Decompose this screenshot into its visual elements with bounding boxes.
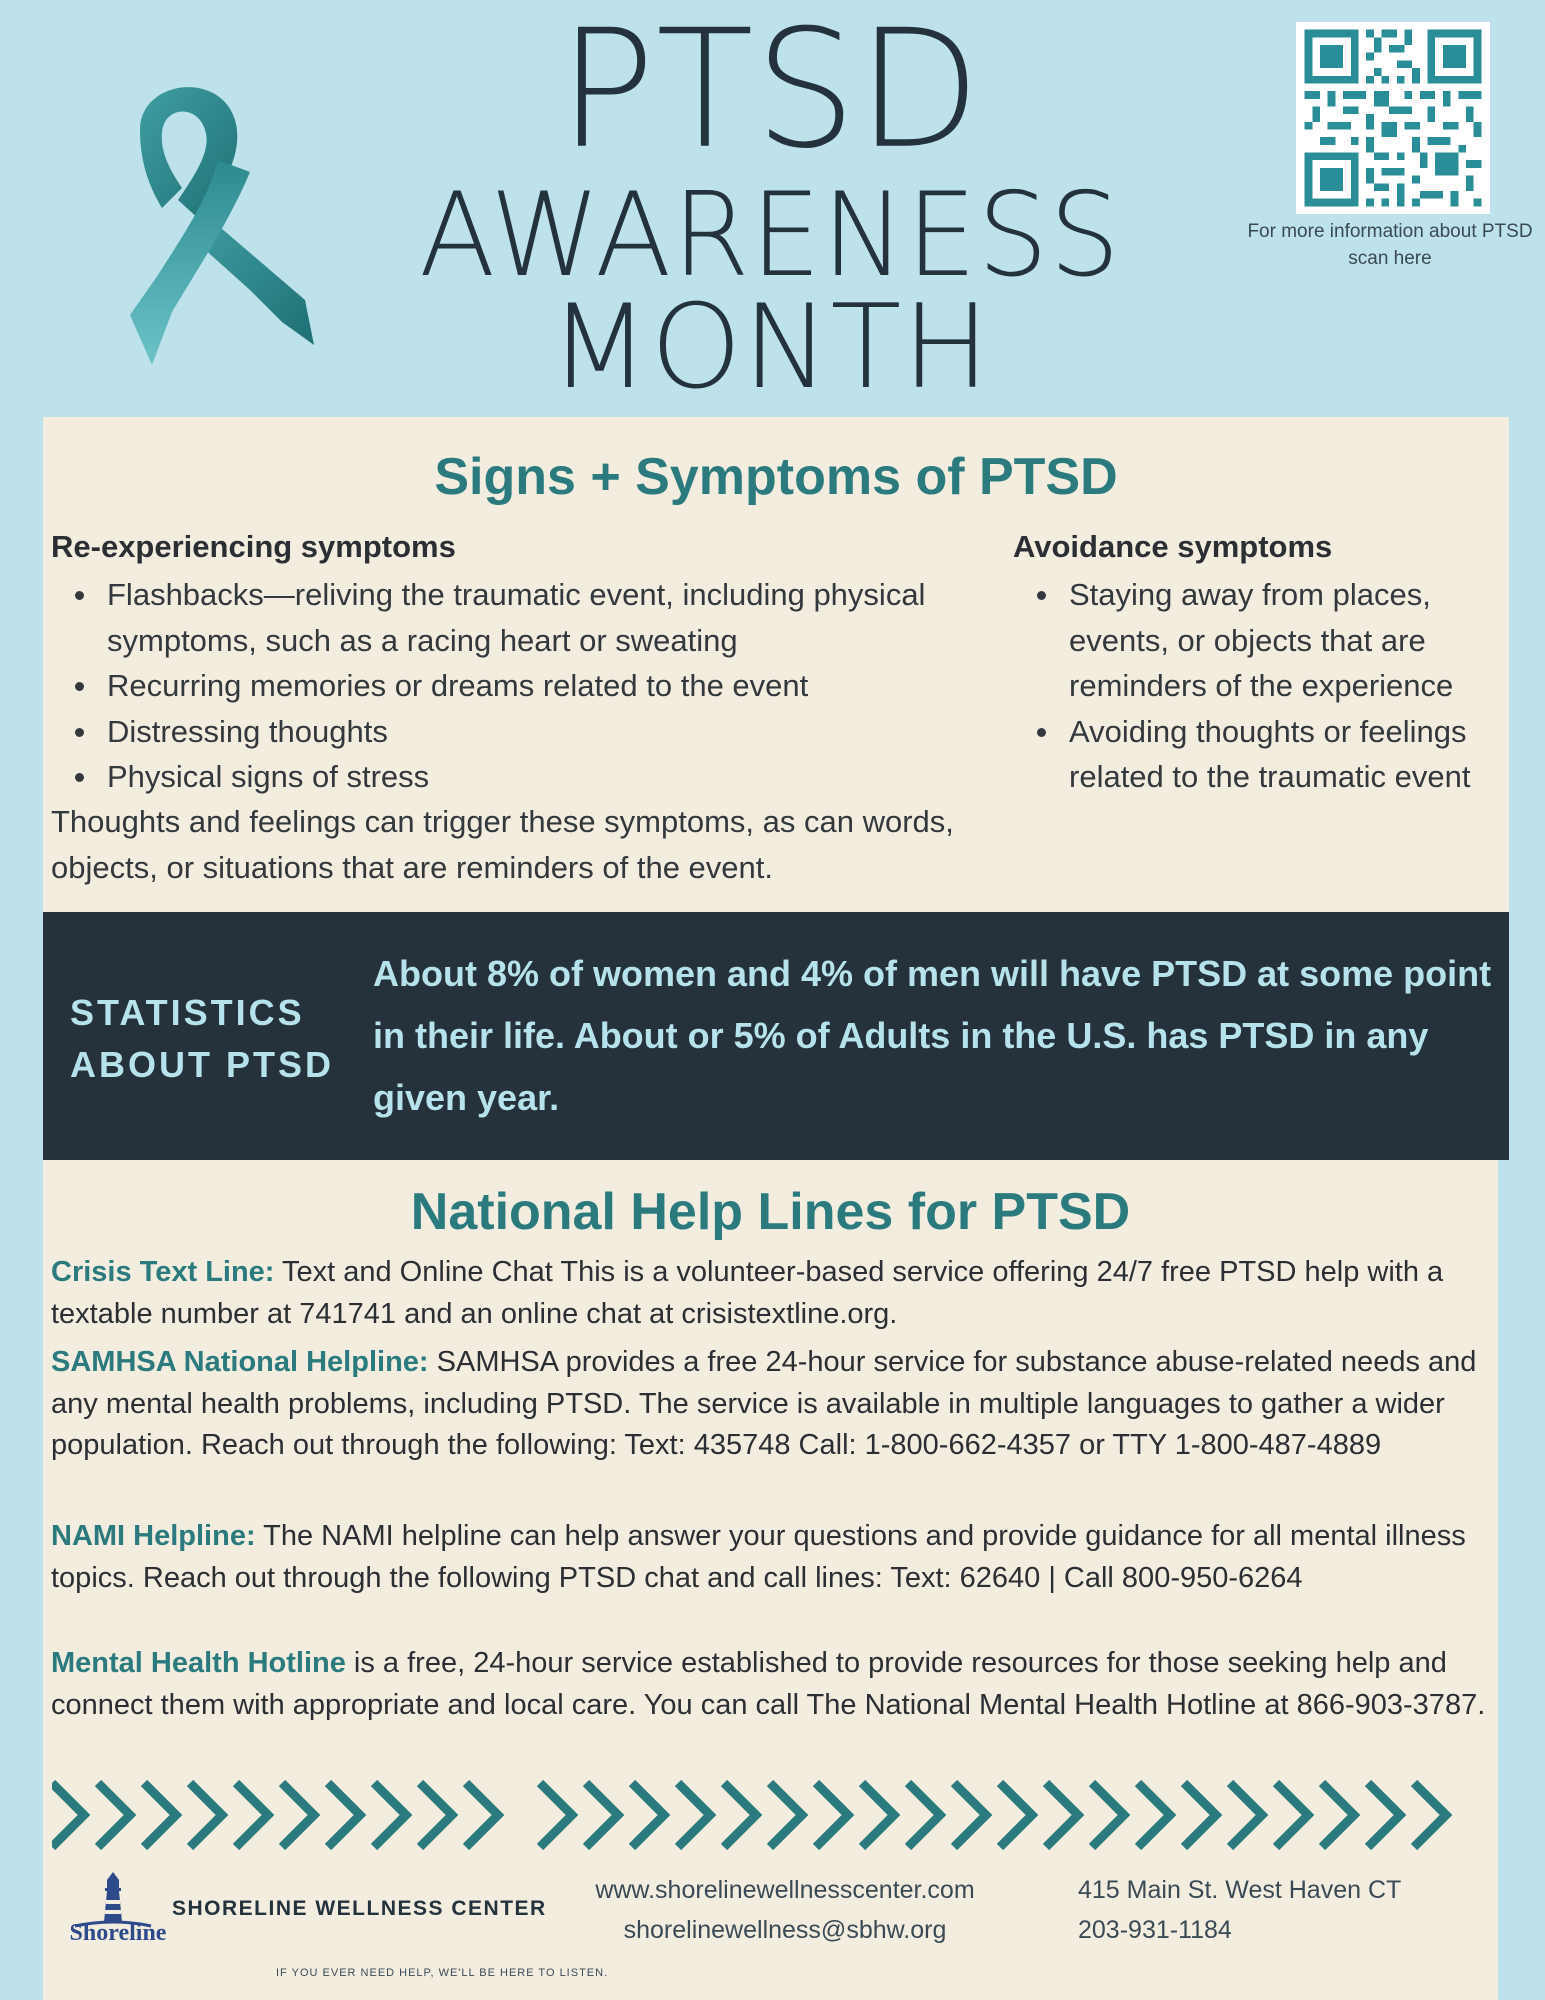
- chevron-mark: [1276, 1783, 1308, 1847]
- chevron-mark: [816, 1783, 848, 1847]
- chevron-mark: [1368, 1783, 1400, 1847]
- avoidance-list: [1013, 572, 1493, 800]
- title-awareness: AWARENESS: [419, 168, 1121, 303]
- chevron-mark: [1000, 1783, 1032, 1847]
- chevron-mark: [1138, 1783, 1170, 1847]
- list-item: Staying away from places, events, or objects that are reminders of the experience: [1013, 572, 1493, 709]
- helpline-name: NAMI Helpline:: [51, 1520, 256, 1552]
- chevron-mark: [1230, 1783, 1262, 1847]
- chevron-mark: [374, 1783, 406, 1847]
- chevron-mark: [420, 1783, 452, 1847]
- helpline-description: Text and Online Chat This is a volunteer-based service offering 24/7 free PTSD help with a textable number at 741741 and an online chat at crisistextline.org.: [51, 1256, 1444, 1330]
- helpline-description: The NAMI helpline can help answer your questions and provide guidance for all mental illness topics. Reach out through the following PTSD chat and call lines: Text: 62640 | Call 800-950-6264: [51, 1520, 1466, 1594]
- chevron-mark: [1046, 1783, 1078, 1847]
- chevron-mark: [954, 1783, 986, 1847]
- helpline-mental-health-hotline: [51, 1643, 1491, 1726]
- list-item: Physical signs of stress: [51, 754, 1011, 800]
- helpline-name: Mental Health Hotline: [51, 1647, 346, 1679]
- logo-wordmark: Shoreline: [69, 1920, 167, 1946]
- chevron-mark: [1092, 1783, 1124, 1847]
- qr-code-icon: [1296, 22, 1490, 214]
- chevron-mark: [52, 1783, 84, 1847]
- website-link[interactable]: www.shorelinewellnesscenter.com: [595, 1876, 975, 1904]
- helpline-name: SAMHSA National Helpline:: [51, 1346, 429, 1378]
- chevron-mark: [724, 1783, 756, 1847]
- helpline-description: is a free, 24-hour service established to provide resources for those seeking help and connect them with appropriate and local care. You can call The National Mental Health Hotline at 866-903-3787.: [51, 1647, 1486, 1721]
- statistics-text: About 8% of women and 4% of men will have PTSD at some point in their life. About or 5% of Adults in the U.S. has PTSD in any given year.: [373, 953, 1492, 1118]
- tagline: IF YOU EVER NEED HELP, WE'LL BE HERE TO LISTEN.: [276, 1967, 609, 1979]
- reexperiencing-list: [51, 572, 1011, 800]
- chevron-mark: [770, 1783, 802, 1847]
- footer-contact-online: [560, 1870, 1010, 1950]
- list-item: Distressing thoughts: [51, 709, 1011, 755]
- chevron-mark: [466, 1783, 498, 1847]
- reexperiencing-note: Thoughts and feelings can trigger these symptoms, as can words, objects, or situations that are reminders of the event.: [51, 804, 954, 885]
- organization-name: SHORELINE WELLNESS CENTER: [172, 1897, 547, 1920]
- chevron-mark: [144, 1783, 176, 1847]
- chevron-mark: [282, 1783, 314, 1847]
- statistics-label: STATISTICS ABOUT PTSD: [70, 992, 334, 1085]
- helpline-description: SAMHSA provides a free 24-hour service for substance abuse-related needs and any mental health problems, including PTSD. The service is available in multiple languages to gather a wider population. Reach out through the following: Text: 435748 Call: 1-800-662-4357 or TTY 1-800-487-4889: [51, 1346, 1477, 1461]
- chevron-mark: [190, 1783, 222, 1847]
- chevron-mark: [98, 1783, 130, 1847]
- helpline-samhsa: [51, 1342, 1491, 1467]
- symptoms-title: Signs + Symptoms of PTSD: [434, 448, 1118, 506]
- chevron-mark: [1322, 1783, 1354, 1847]
- list-item: Recurring memories or dreams related to the event: [51, 663, 1011, 709]
- qr-caption: For more information about PTSD scan here: [1247, 221, 1533, 269]
- chevron-mark: [540, 1783, 572, 1847]
- chevron-mark: [586, 1783, 618, 1847]
- chevron-mark: [236, 1783, 268, 1847]
- awareness-ribbon-icon: [100, 60, 330, 370]
- email-link[interactable]: shorelinewellness@sbhw.org: [623, 1916, 947, 1944]
- title-ptsd: PTSD: [558, 0, 982, 185]
- chevron-mark: [632, 1783, 664, 1847]
- phone-number[interactable]: 203-931-1184: [1078, 1916, 1232, 1944]
- reexperiencing-heading: Re-experiencing symptoms: [51, 529, 456, 564]
- helpline-name: Crisis Text Line:: [51, 1256, 275, 1288]
- chevron-mark: [862, 1783, 894, 1847]
- chevron-mark: [678, 1783, 710, 1847]
- footer-contact-address: [1078, 1870, 1401, 1950]
- chevron-mark: [328, 1783, 360, 1847]
- chevron-divider: [52, 1775, 1482, 1855]
- list-item: Avoiding thoughts or feelings related to the traumatic event: [1013, 709, 1493, 800]
- chevron-mark: [1184, 1783, 1216, 1847]
- title-month: MONTH: [549, 280, 991, 415]
- list-item: Flashbacks—reliving the traumatic event, including physical symptoms, such as a racing heart or sweating: [51, 572, 1011, 663]
- qr-code[interactable]: [1296, 22, 1490, 214]
- helplines-title: National Help Lines for PTSD: [410, 1183, 1131, 1241]
- address: 415 Main St. West Haven CT: [1078, 1876, 1402, 1904]
- helpline-crisis-text-line: [51, 1252, 1491, 1335]
- statistics-band: [43, 912, 1509, 1160]
- symptoms-panel: [43, 417, 1509, 912]
- chevron-mark: [1414, 1783, 1446, 1847]
- avoidance-heading: Avoidance symptoms: [1013, 529, 1333, 564]
- helpline-nami: [51, 1516, 1491, 1599]
- chevron-mark: [908, 1783, 940, 1847]
